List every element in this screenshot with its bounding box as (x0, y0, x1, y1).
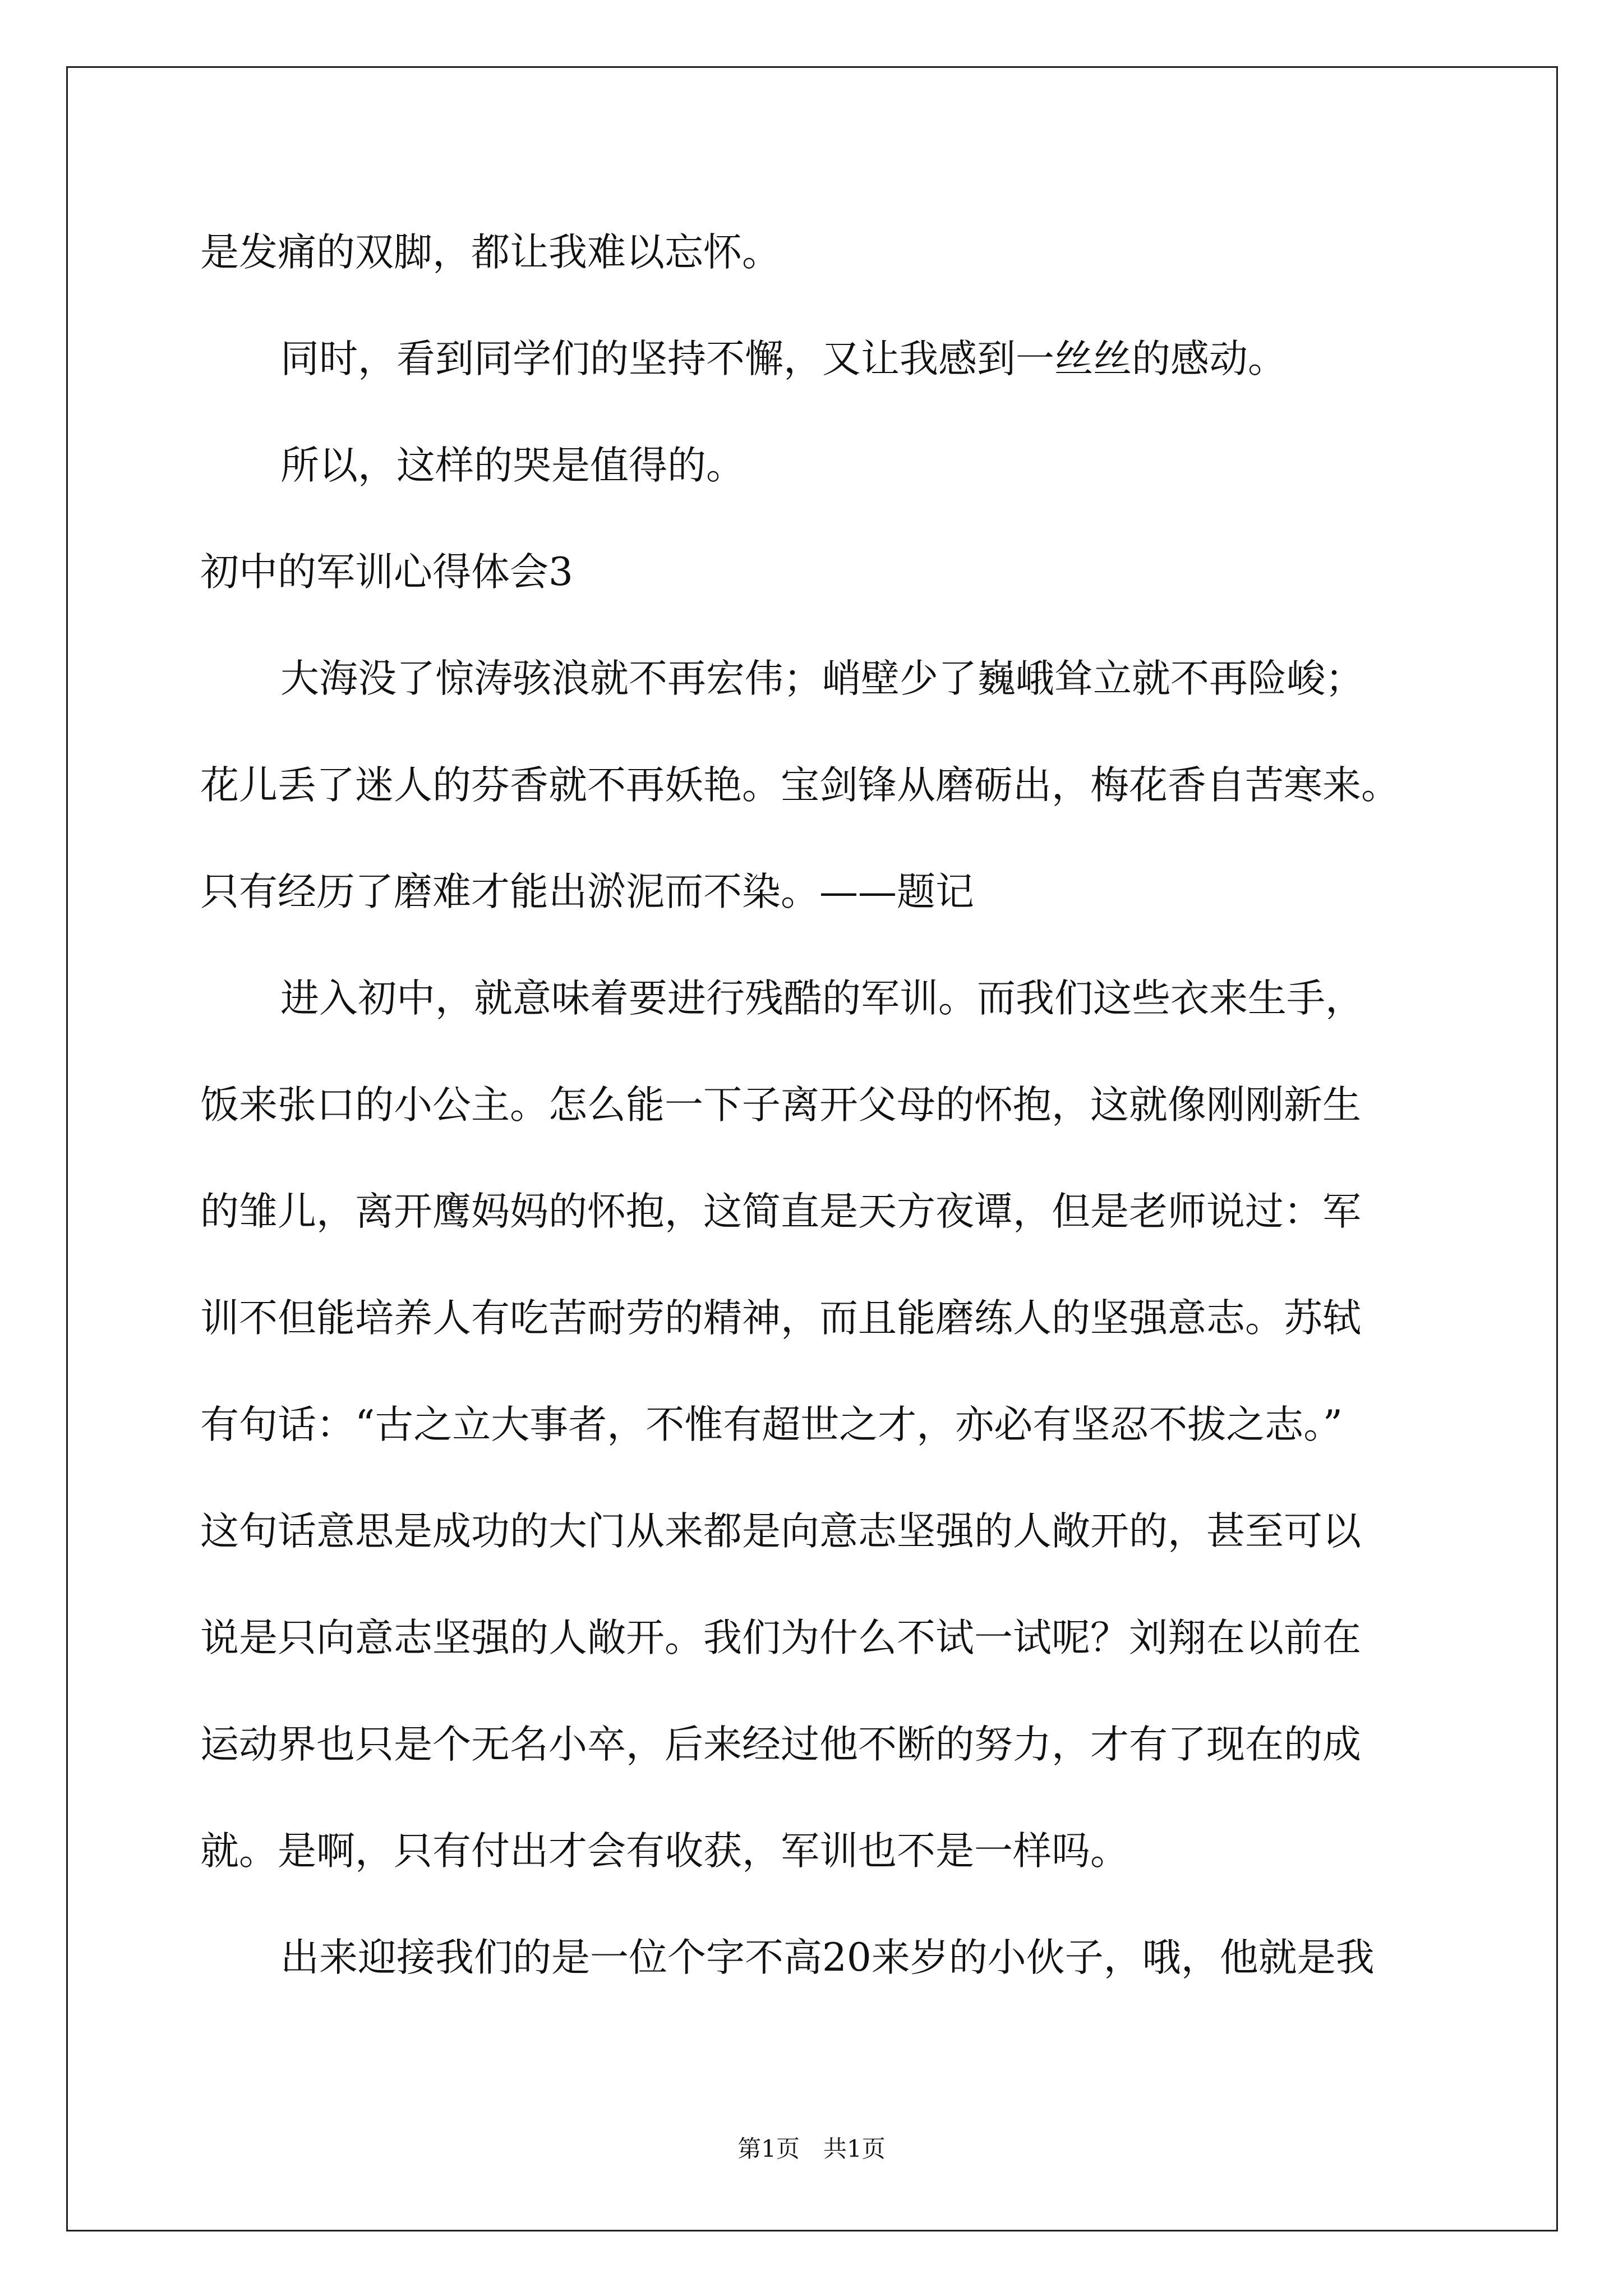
paragraph-line: 有句话：“古之立大事者，不惟有超世之才，亦必有坚忍不拔之志。” (200, 1402, 1343, 1447)
paragraph-line: 所以，这样的哭是值得的。 (280, 443, 745, 488)
paragraph-line: 训不但能培养人有吃苦耐劳的精神，而且能磨练人的坚强意志。苏轼 (200, 1296, 1361, 1341)
paragraph-line: 是发痛的双脚，都让我难以忘怀。 (200, 230, 781, 275)
page-border (66, 66, 1558, 2231)
paragraph-line: 大海没了惊涛骇浪就不再宏伟；峭壁少了巍峨耸立就不再险峻； (280, 656, 1364, 701)
paragraph-line: 说是只向意志坚强的人敞开。我们为什么不试一试呢？刘翔在以前在 (200, 1616, 1361, 1660)
paragraph-line: 只有经历了磨难才能出淤泥而不染。——题记 (200, 869, 974, 914)
paragraph-line: 同时，看到同学们的坚持不懈，又让我感到一丝丝的感动。 (280, 337, 1287, 381)
paragraph-line: 的雏儿，离开鹰妈妈的怀抱，这简直是天方夜谭，但是老师说过：军 (200, 1189, 1361, 1234)
paragraph-line: 这句话意思是成功的大门从来都是向意志坚强的人敞开的，甚至可以 (200, 1509, 1361, 1554)
page-footer: 第1页 共1页 (737, 2135, 886, 2162)
paragraph-line: 就。是啊，只有付出才会有收获，军训也不是一样吗。 (200, 1829, 1129, 1874)
paragraph-line: 花儿丢了迷人的芬香就不再妖艳。宝剑锋从磨砺出，梅花香自苦寒来。 (200, 763, 1400, 808)
paragraph-line: 出来迎接我们的是一位个字不高20来岁的小伙子，哦，他就是我 (280, 1935, 1375, 1980)
paragraph-line: 饭来张口的小公主。怎么能一下子离开父母的怀抱，这就像刚刚新生 (200, 1083, 1361, 1128)
paragraph-line: 运动界也只是个无名小卒，后来经过他不断的努力，才有了现在的成 (200, 1722, 1361, 1767)
section-heading: 初中的军训心得体会3 (200, 550, 573, 595)
paragraph-line: 进入初中，就意味着要进行残酷的军训。而我们这些衣来生手， (280, 976, 1364, 1021)
